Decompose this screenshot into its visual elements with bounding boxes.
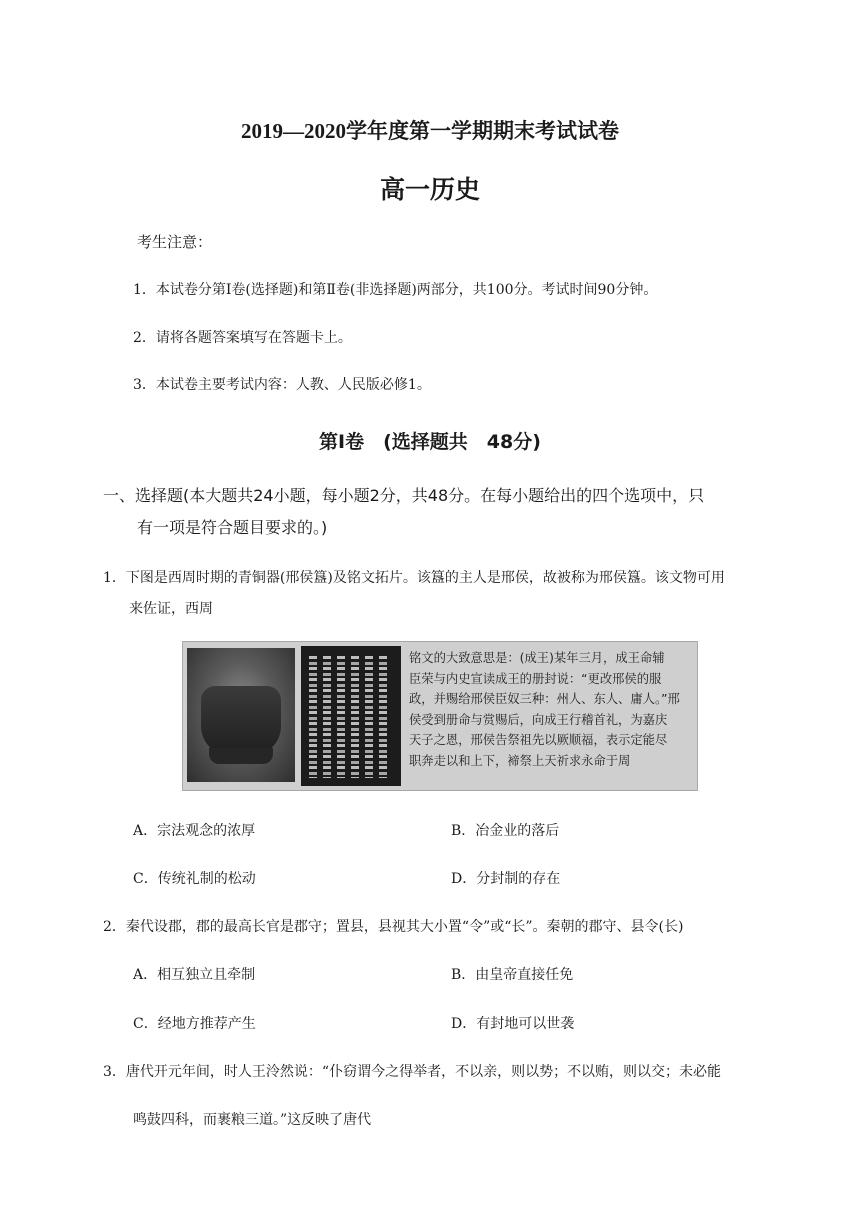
vessel-body <box>201 686 281 756</box>
question-3-stem: 3．唐代开元年间，时人王泠然说：“仆窃谓今之得举者，不以亲，则以势；不以贿，则以交；未必能 <box>103 1064 722 1080</box>
notice-item: 3．本试卷主要考试内容：人教、人民版必修1。 <box>133 377 431 393</box>
notice-item: 1．本试卷分第Ⅰ卷(选择题)和第Ⅱ卷(非选择题)两部分，共100分。考试时间90分钟。 <box>133 282 658 298</box>
bronze-vessel-figure <box>182 641 698 791</box>
notice-heading: 考生注意： <box>137 233 213 251</box>
question-1-stem-cont: 来佐证，西周 <box>129 601 213 617</box>
question-1-option-b[interactable]: B．冶金业的落后 <box>451 823 560 839</box>
section-instruction: 一、选择题(本大题共24小题，每小题2分，共48分。在每小题给出的四个选项中，只 <box>103 486 705 505</box>
question-2-option-c[interactable]: C．经地方推荐产生 <box>133 1016 256 1032</box>
question-1-option-a[interactable]: A．宗法观念的浓厚 <box>133 823 256 839</box>
inscription-rubbing <box>301 646 401 786</box>
question-1-stem: 1．下图是西周时期的青铜器(邢侯簋)及铭文拓片。该簋的主人是邢侯，故被称为邢侯簋。该文物可用 <box>103 570 725 586</box>
section-instruction-cont: 有一项是符合题目要求的。) <box>137 518 328 537</box>
subject-title: 高一历史 <box>379 175 480 204</box>
question-1-option-d[interactable]: D．分封制的存在 <box>451 871 561 887</box>
vessel-base <box>209 748 273 764</box>
section-title: 第Ⅰ卷 (选择题共 48分) <box>319 431 541 453</box>
question-2-option-a[interactable]: A．相互独立且牵制 <box>133 967 256 983</box>
question-2-option-d[interactable]: D．有封地可以世袭 <box>451 1016 575 1032</box>
bronze-vessel-photo <box>187 648 295 782</box>
question-3-stem-cont: 鸣鼓四科，而裹粮三道。”这反映了唐代 <box>133 1112 372 1128</box>
question-2-stem: 2．秦代设郡，郡的最高长官是郡守；置县，县视其大小置“令”或“长”。秦朝的郡守、县令(长) <box>103 919 684 935</box>
question-2-option-b[interactable]: B．由皇帝直接任免 <box>451 967 574 983</box>
exam-title: 2019—2020学年度第一学期期末考试试卷 <box>241 119 619 143</box>
inscription-caption: 铭文的大致意思是：(成王)某年三月，成王命辅 臣荣与内史宣读成王的册封说：“更改邢侯的服 政，并赐给邢侯臣奴三种：州人、东人、庸人。”邢 侯受到册命与赏赐后，向成王行稽首礼，为嘉庆 天子之恩，邢侯告祭祖先以厥顺福，表示定能尽 职奔走以和上下，褅祭上天祈求永命于周 <box>409 651 680 768</box>
notice-item: 2．请将各题答案填写在答题卡上。 <box>133 330 352 346</box>
question-1-option-c[interactable]: C．传统礼制的松动 <box>133 871 256 887</box>
